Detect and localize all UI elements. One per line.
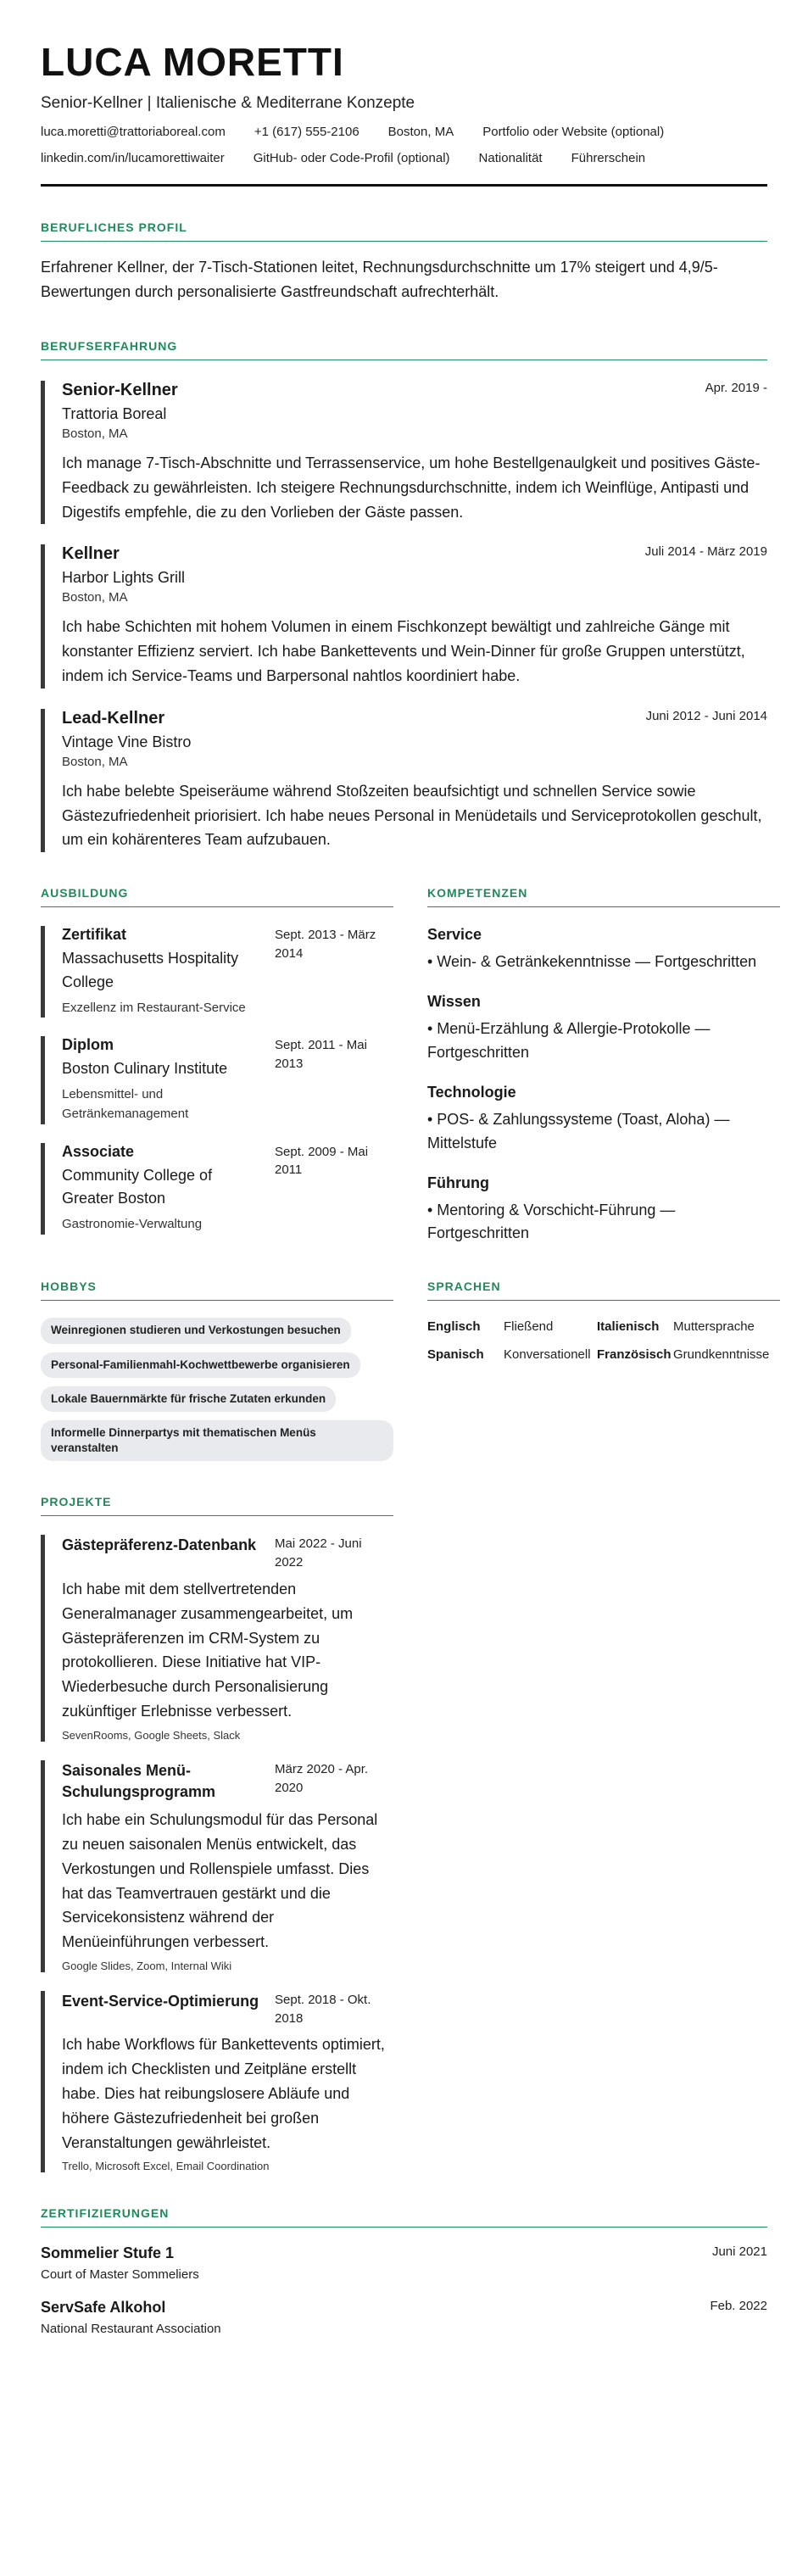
languages-section: [427, 1246, 780, 1461]
experience-description: Ich habe Schichten mit hohem Volumen in einem Fischkonzept bewältigt und zahlreiche Gänge mit konstanter Effizienz serviert. Ich habe Bankettevents und Wein-Dinner für große Gruppen unterstützt, indem ich Service-Teams und Barpersonal nahtlos koordiniert habe.: [62, 618, 745, 684]
candidate-name: LUCA MORETTI: [41, 40, 344, 84]
skill-entry: • Wein- & Getränkekenntnisse — Fortgeschritten: [427, 953, 757, 971]
contact-phone: +1 (617) 555-2106: [254, 124, 359, 139]
language-level: Muttersprache: [673, 1319, 755, 1335]
hobby-tags: [41, 1318, 393, 1461]
contact-drivers-license: Führerschein: [571, 150, 646, 165]
skills-section-title: KOMPETENZEN: [427, 886, 780, 907]
header-divider: [41, 184, 767, 187]
hobby-tag: Personal-Familienmahl-Kochwettbewerbe organisieren: [41, 1352, 360, 1378]
project-title: Event-Service-Optimierung: [62, 1992, 259, 2010]
experience-company: Trattoria Boreal: [62, 404, 167, 422]
contact-nationality: Nationalität: [478, 150, 543, 165]
hobbies-section-title: HOBBYS: [41, 1280, 393, 1301]
education-school: Massachusetts Hospitality College: [62, 950, 239, 991]
education-school: Community College of Greater Boston: [62, 1166, 213, 1207]
certifications-section: [41, 2206, 767, 2336]
experience-date: Apr. 2019 -: [705, 380, 767, 395]
experience-item: [41, 381, 767, 524]
certification-issuer: National Restaurant Association: [41, 2322, 221, 2337]
experience-section-title: BERUFSERFAHRUNG: [41, 339, 767, 360]
project-tools: SevenRooms, Google Sheets, Slack: [62, 1728, 241, 1742]
education-degree: Associate: [62, 1142, 135, 1160]
education-field: Gastronomie-Verwaltung: [62, 1217, 203, 1232]
certification-item: [41, 2299, 767, 2336]
language-level: Grundkenntnisse: [673, 1347, 770, 1363]
experience-role: Senior-Kellner: [62, 380, 178, 399]
projects-right-spacer: [427, 1461, 780, 2172]
skill-group: [427, 1174, 780, 1246]
project-date: März 2020 - Apr. 2020: [275, 1761, 369, 1795]
experience-role: Kellner: [62, 544, 120, 564]
experience-company: Vintage Vine Bistro: [62, 733, 192, 750]
projects-section-title: PROJEKTE: [41, 1495, 393, 1516]
skills-section: [427, 852, 780, 1246]
experience-location: Boston, MA: [62, 590, 128, 605]
contact-row-2: [41, 151, 767, 165]
education-date: Sept. 2011 - Mai 2013: [275, 1038, 367, 1071]
project-title: Saisonales Menü-Schulungsprogramm: [62, 1761, 216, 1800]
skill-entry: • Mentoring & Vorschicht-Führung — Fortgeschritten: [427, 1201, 676, 1242]
contact-github: GitHub- oder Code-Profil (optional): [253, 150, 450, 165]
projects-section: [41, 1461, 393, 2172]
education-degree: Diplom: [62, 1036, 114, 1054]
experience-description: Ich habe belebte Speiseräume während Stoßzeiten beaufsichtigt und schnellen Service sowie Gästezufriedenheit priorisiert. Ich habe neues Personal in Menüdetails und Serviceprotokollen geschult, um ein kohärenteres Team aufzubauen.: [62, 782, 762, 849]
experience-role: Lead-Kellner: [62, 708, 165, 728]
experience-item: [41, 544, 767, 688]
experience-location: Boston, MA: [62, 754, 128, 769]
contact-portfolio: Portfolio oder Website (optional): [482, 124, 665, 139]
experience-date: Juli 2014 - März 2019: [644, 544, 767, 560]
education-field: Exzellenz im Restaurant-Service: [62, 1000, 246, 1015]
contact-email: luca.moretti@trattoriaboreal.com: [41, 124, 226, 139]
skill-group: [427, 1084, 780, 1156]
resume-header: [41, 41, 767, 187]
project-description: Ich habe Workflows für Bankettevents optimiert, indem ich Checklisten und Zeitpläne erstellt habe. Dies hat reibungslosere Abläufe und höhere Gästezufriedenheit bei großen Veranstaltungen gewährleistet.: [62, 2036, 385, 2151]
hobby-tag: Lokale Bauernmärkte für frische Zutaten erkunden: [41, 1386, 336, 1412]
education-section-title: AUSBILDUNG: [41, 886, 393, 907]
language-name: Spanisch: [427, 1347, 484, 1363]
education-item: [41, 1036, 393, 1124]
education-skills-row: [41, 852, 767, 1246]
hobbies-section: [41, 1246, 393, 1461]
language-level: Konversationell: [504, 1347, 591, 1363]
candidate-subtitle: Senior-Kellner | Italienische & Mediterrane Konzepte: [41, 93, 415, 112]
certification-date: Feb. 2022: [710, 2299, 767, 2314]
hobby-tag: Weinregionen studieren und Verkostungen besuchen: [41, 1318, 351, 1343]
certification-name: Sommelier Stufe 1: [41, 2244, 175, 2262]
education-date: Sept. 2009 - Mai 2011: [275, 1144, 369, 1178]
profile-section: [41, 220, 767, 305]
education-item: [41, 1143, 393, 1235]
education-field: Lebensmittel- und Getränkemanagement: [62, 1087, 189, 1122]
skill-group: [427, 993, 780, 1065]
hobbies-languages-row: [41, 1246, 770, 1461]
project-date: Sept. 2018 - Okt. 2018: [275, 1992, 371, 2026]
languages-grid: [427, 1319, 780, 1362]
project-item: [41, 1535, 393, 1741]
certification-name: ServSafe Alkohol: [41, 2299, 166, 2317]
projects-row: [41, 1461, 767, 2172]
language-name: Englisch: [427, 1319, 481, 1335]
language-name: Französisch: [597, 1347, 671, 1363]
certifications-section-title: ZERTIFIZIERUNGEN: [41, 2206, 767, 2228]
languages-section-title: SPRACHEN: [427, 1280, 780, 1301]
profile-section-title: BERUFLICHES PROFIL: [41, 220, 767, 242]
education-date: Sept. 2013 - März 2014: [275, 928, 376, 961]
certification-issuer: Court of Master Sommeliers: [41, 2267, 199, 2283]
hobby-tag: Informelle Dinnerpartys mit thematischen Menüs veranstalten: [41, 1420, 393, 1461]
education-item: [41, 926, 393, 1018]
education-degree: Zertifikat: [62, 926, 127, 944]
contact-row-1: [41, 125, 767, 139]
experience-item: [41, 709, 767, 852]
certification-item: [41, 2244, 767, 2282]
education-section: [41, 852, 393, 1246]
experience-description: Ich manage 7-Tisch-Abschnitte und Terrassenservice, um hohe Bestellgenaulgkeit und positives Gäste-Feedback zu gewährleisten. Ich steigere Rechnungsdurchschnitte, indem ich Weinflüge, Antipasti und Digestifs empfehle, die zu den Vorlieben der Gäste passen.: [62, 454, 761, 521]
project-item: [41, 1991, 393, 2172]
skill-category: Wissen: [427, 993, 481, 1011]
experience-location: Boston, MA: [62, 426, 128, 441]
language-level: Fließend: [504, 1319, 554, 1335]
skill-category: Service: [427, 926, 482, 944]
contact-location: Boston, MA: [387, 124, 454, 139]
education-school: Boston Culinary Institute: [62, 1060, 228, 1078]
project-item: [41, 1760, 393, 1972]
language-name: Italienisch: [597, 1319, 660, 1335]
skill-category: Führung: [427, 1174, 489, 1191]
skill-entry: • POS- & Zahlungssysteme (Toast, Aloha) — Mittelstufe: [427, 1110, 730, 1151]
profile-summary: Erfahrener Kellner, der 7-Tisch-Stationen leitet, Rechnungsdurchschnitte um 17% steigert und 4,9/5-Bewertungen durch personalisierte Gastfreundschaft aufrechterhält.: [41, 258, 718, 301]
experience-date: Juni 2012 - Juni 2014: [645, 708, 767, 723]
certification-date: Juni 2021: [711, 2244, 767, 2260]
project-description: Ich habe ein Schulungsmodul für das Personal zu neuen saisonalen Menüs entwickelt, das Verkostungen und Rollenspiele umfasst. Dies hat das Teamvertrauen gestärkt und die Servicekonsistenz während der Menüeinführungen verbessert.: [62, 1811, 378, 1951]
project-description: Ich habe mit dem stellvertretenden Generalmanager zusammengearbeitet, um Gästepräferenzen im CRM-System zu protokollieren. Diese Initiative hat VIP-Wiederbesuche durch Personalisierung zukünftiger Erlebnisse verbessert.: [62, 1580, 354, 1720]
skill-entry: • Menü-Erzählung & Allergie-Protokolle — Fortgeschritten: [427, 1020, 710, 1061]
experience-section: [41, 339, 767, 852]
project-tools: Trello, Microsoft Excel, Email Coordination: [62, 2160, 270, 2173]
contact-linkedin: linkedin.com/in/lucamorettiwaiter: [41, 150, 225, 165]
skill-category: Technologie: [427, 1083, 516, 1101]
experience-company: Harbor Lights Grill: [62, 569, 186, 587]
project-date: Mai 2022 - Juni 2022: [275, 1536, 362, 1570]
skill-group: [427, 926, 780, 974]
project-title: Gästepräferenz-Datenbank: [62, 1536, 257, 1554]
project-tools: Google Slides, Zoom, Internal Wiki: [62, 1959, 232, 1972]
